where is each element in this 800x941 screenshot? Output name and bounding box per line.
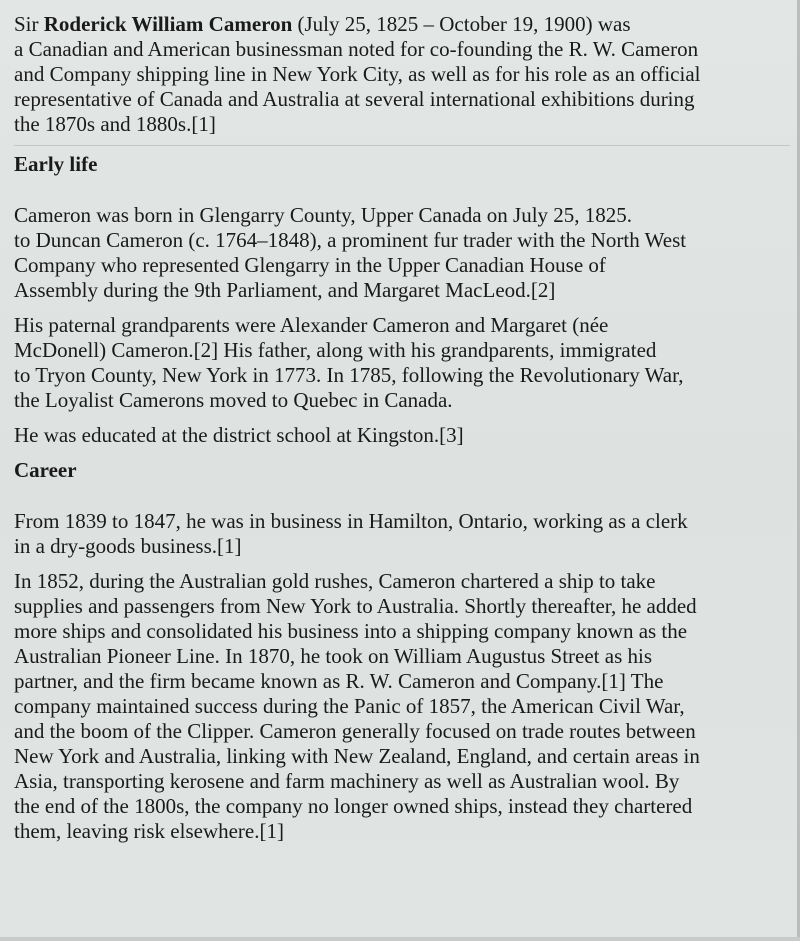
text-line: In 1852, during the Australian gold rushes, Cameron chartered a ship to take <box>14 569 656 593</box>
text-line: more ships and consolidated his business into a shipping company known as the <box>14 619 688 643</box>
career-paragraph-2 <box>14 569 790 854</box>
intro-line-3: and Company shipping line in New York City, as well as for his role as an official <box>14 62 701 86</box>
text-line: them, leaving risk elsewhere.[1] <box>14 819 284 843</box>
early-life-paragraph-1 <box>14 203 790 313</box>
text-line: to Tryon County, New York in 1773. In 1785, following the Revolutionary War, <box>14 363 684 387</box>
text-line: the end of the 1800s, the company no longer owned ships, instead they chartered <box>14 794 693 818</box>
early-life-paragraph-3 <box>14 423 790 458</box>
text-line: New York and Australia, linking with New Zealand, England, and certain areas in <box>14 744 700 768</box>
intro-line-4: representative of Canada and Australia at several international exhibitions during <box>14 87 695 111</box>
section-heading-early-life: Early life <box>14 152 98 176</box>
text-line: and the boom of the Clipper. Cameron generally focused on trade routes between <box>14 719 696 743</box>
text-line: McDonell) Cameron.[2] His father, along with his grandparents, immigrated <box>14 338 657 362</box>
page-edge-bottom <box>0 937 800 941</box>
text-line: Company who represented Glengarry in the Upper Canadian House of <box>14 253 606 277</box>
text-line: His paternal grandparents were Alexander Cameron and Margaret (née <box>14 313 609 337</box>
early-life-paragraph-2 <box>14 313 790 423</box>
text-line: company maintained success during the Panic of 1857, the American Civil War, <box>14 694 685 718</box>
subject-name: Roderick William Cameron <box>43 12 293 36</box>
text-line: Assembly during the 9th Parliament, and Margaret MacLeod.[2] <box>14 278 556 302</box>
intro-prefix: Sir <box>14 12 44 36</box>
career-paragraph-1 <box>14 509 790 569</box>
text-line: He was educated at the district school at Kingston.[3] <box>14 423 464 447</box>
intro-line-5: the 1870s and 1880s.[1] <box>14 112 216 136</box>
text-line: Cameron was born in Glengarry County, Upper Canada on July 25, 1825. <box>14 203 633 227</box>
text-line: Australian Pioneer Line. In 1870, he took on William Augustus Street as his <box>14 644 653 668</box>
text-line: to Duncan Cameron (c. 1764–1848), a prominent fur trader with the North West <box>14 228 687 252</box>
intro-paragraph <box>14 12 790 146</box>
text-line: From 1839 to 1847, he was in business in Hamilton, Ontario, working as a clerk <box>14 509 688 533</box>
text-line: the Loyalist Camerons moved to Quebec in Canada. <box>14 388 453 412</box>
intro-line-2: a Canadian and American businessman noted for co-founding the R. W. Cameron <box>14 37 699 61</box>
text-line: partner, and the firm became known as R. W. Cameron and Company.[1] The <box>14 669 664 693</box>
section-heading-career: Career <box>14 458 77 482</box>
text-line: in a dry-goods business.[1] <box>14 534 242 558</box>
text-line: supplies and passengers from New York to Australia. Shortly thereafter, he added <box>14 594 697 618</box>
intro-line-1-rest: (July 25, 1825 – October 19, 1900) was <box>292 12 631 36</box>
intro-line-1 <box>14 12 790 37</box>
text-line: Asia, transporting kerosene and farm machinery as well as Australian wool. By <box>14 769 680 793</box>
